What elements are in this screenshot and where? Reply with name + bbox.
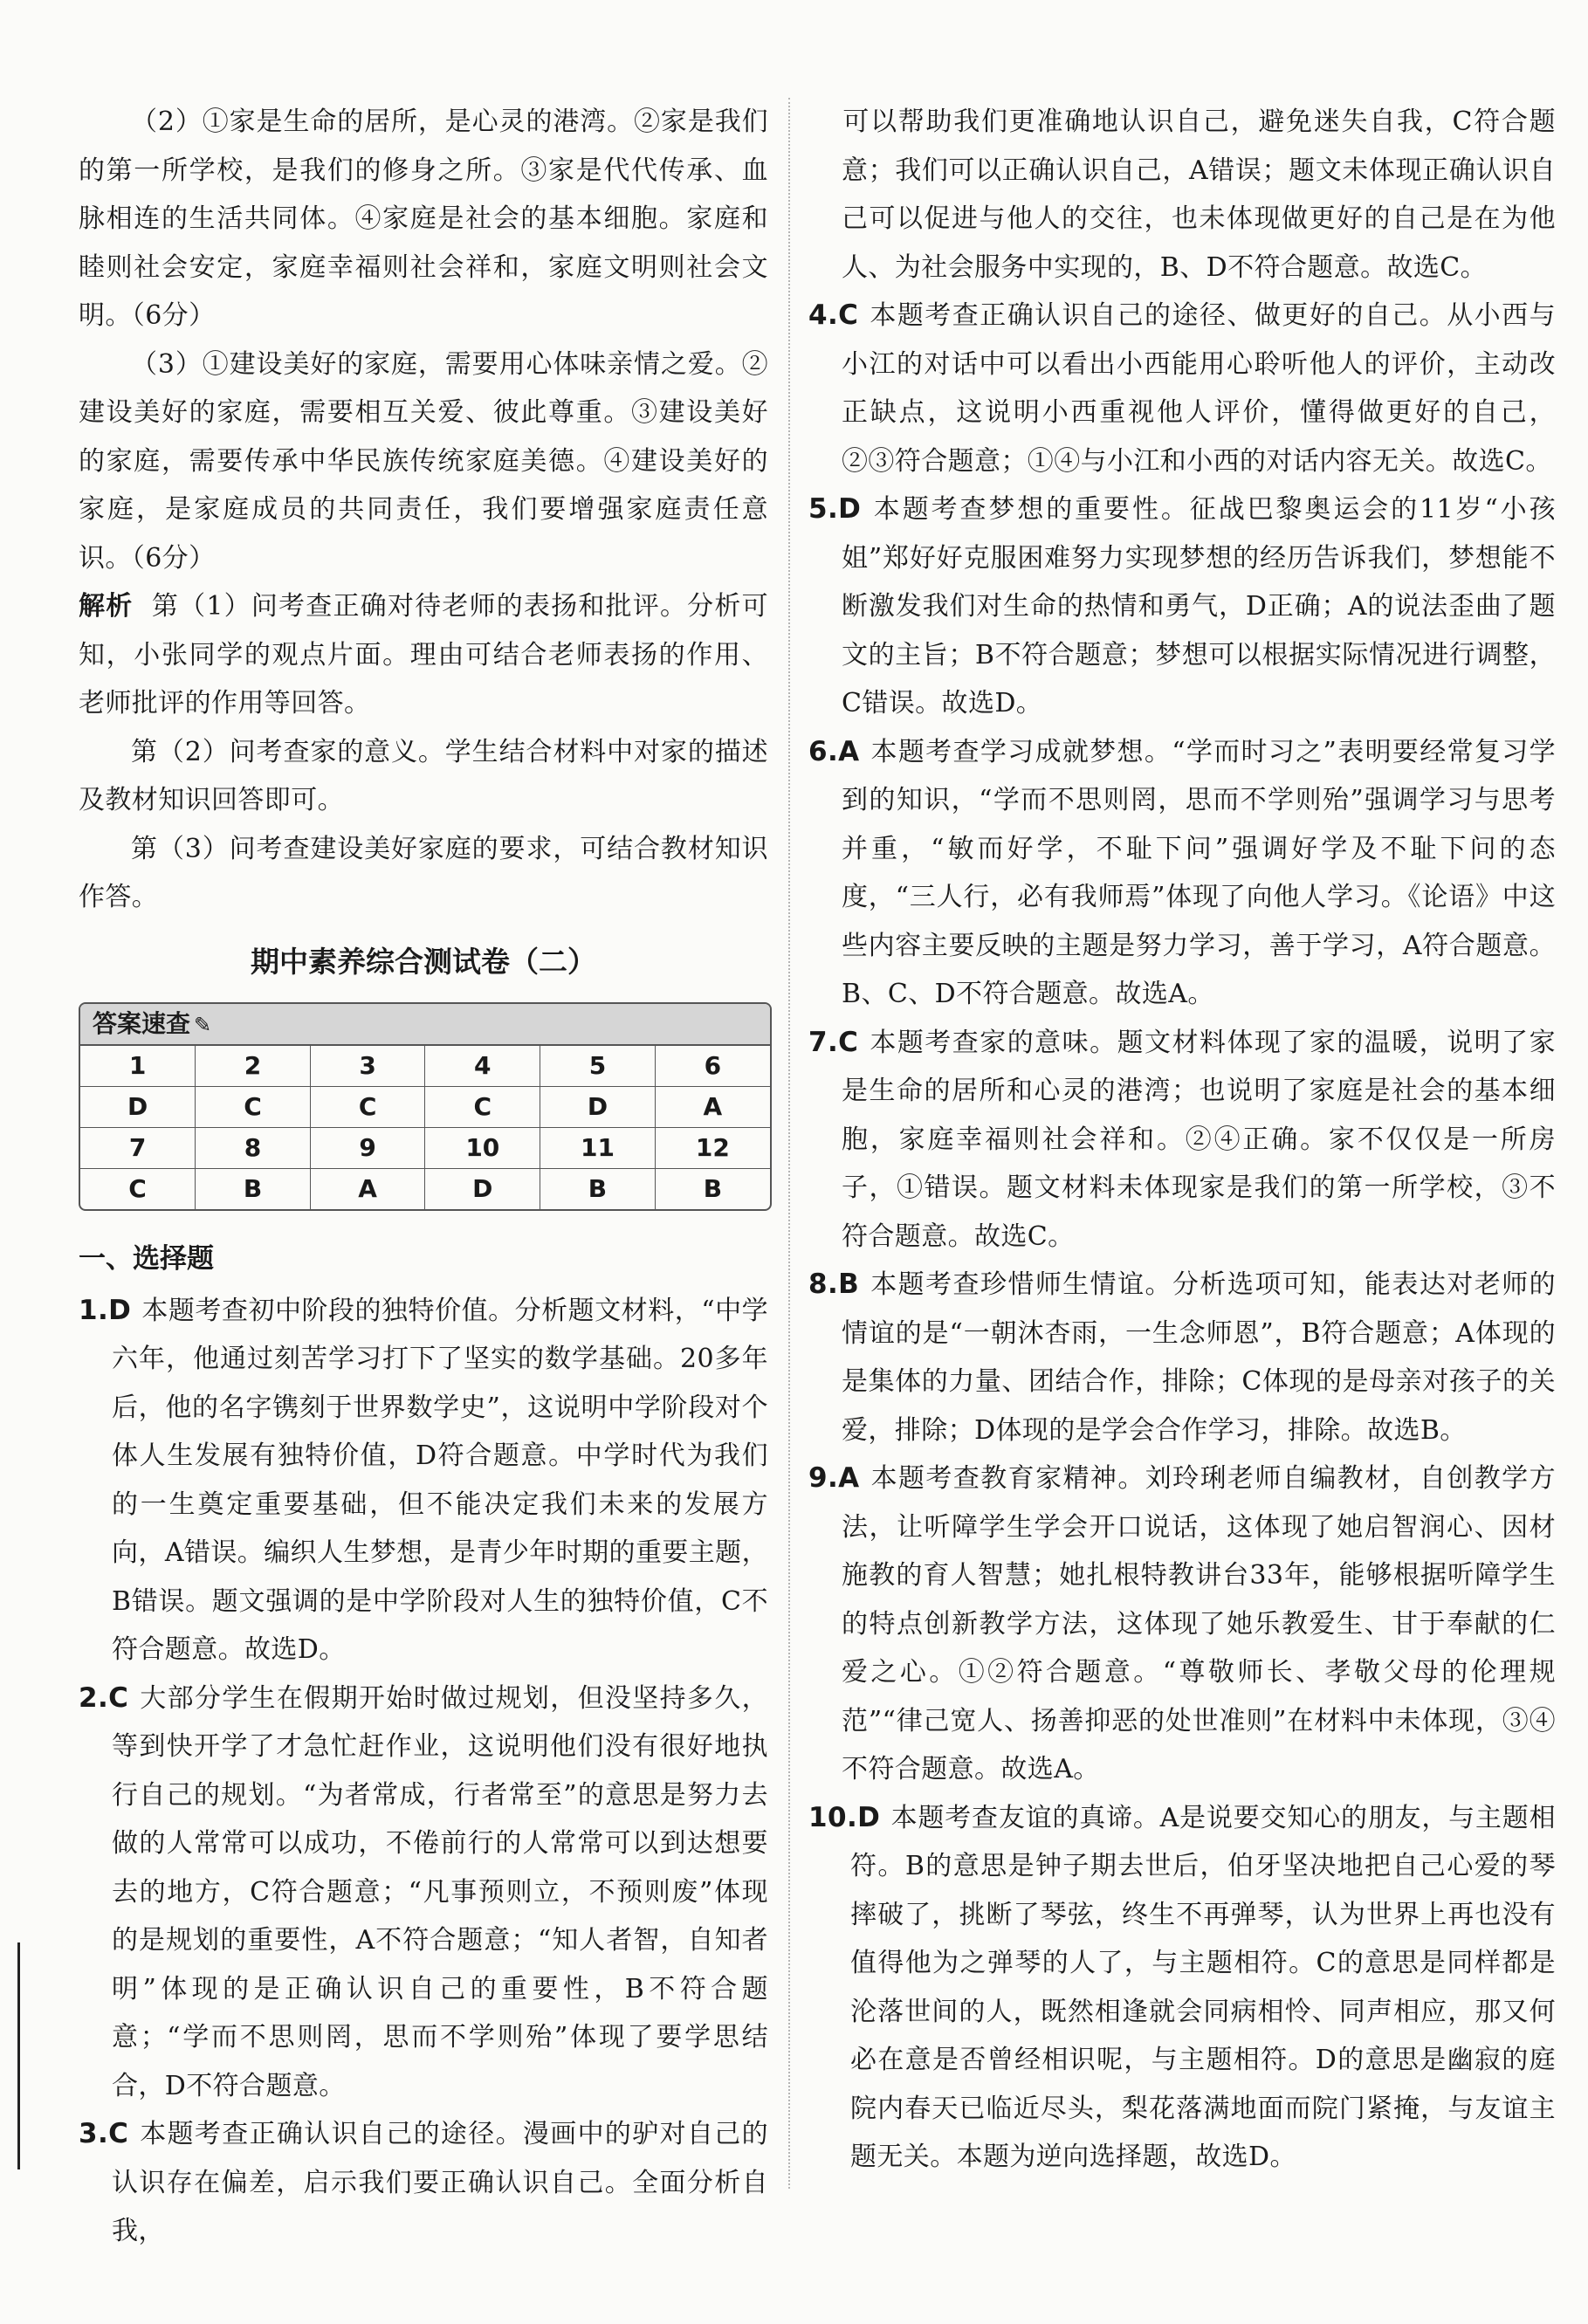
question-number: 1.D [79,1294,132,1326]
question-8 [808,1261,1556,1454]
table-cell: 12 [655,1127,770,1168]
question-number: 4.C [808,299,859,331]
binding-edge-mark [0,1942,20,2169]
question-text: 本题考查友谊的真谛。A是说要交知心的朋友，与主题相符。B的意思是钟子期去世后，伯牙坚决地把自己心爱的琴摔破了，挑断了琴弦，终生不再弹琴，认为世界上再也没有值得他为之弹琴的人了，与主题相符。C的意思是同样都是沦落世间的人，既然相逢就会同病相怜、同声相应，那又何必在意是否曾经相识呢，与主题相符。D的意思是幽寂的庭院内春天已临近尽头，梨花落满地面而院门紧掩，与友谊主题无关。本题为逆向选择题，故选D。 [850,1802,1556,2172]
table-cell: 8 [196,1127,311,1168]
question-text: 本题考查正确认识自己的途径。漫画中的驴对自己的认识存在偏差，启示我们要正确认识自己。全面分析自我， [112,2119,768,2246]
table-cell: B [655,1168,770,1209]
table-cell: C [425,1086,540,1127]
question-number: 2.C [79,1681,129,1714]
question-text: 大部分学生在假期开始时做过规划，但没坚持多久，等到快开学了才急忙赶作业，这说明他们没有很好地执行自己的规划。“为者常成，行者常至”的意思是努力去做的人常常可以成功，不倦前行的人常常可以到达想要去的地方，C符合题意；“凡事预则立，不预则废”体现的是规划的重要性，A不符合题意；“知人者智，自知者明”体现的是正确认识自己的重要性，B不符合题意；“学而不思则罔，思而不学则殆”体现了要学思结合，D不符合题意。 [112,1682,768,2101]
analysis-label: 解析 [79,591,134,622]
table-cell: A [655,1086,770,1127]
test-title: 期中素养综合测试卷（二） [251,944,596,979]
question-text: 本题考查初中阶段的独特价值。分析题文材料，“中学六年，他通过刻苦学习打下了坚实的数学基础。20多年后，他的名字镌刻于世界数学史”，这说明中学阶段对个体人生发展有独特价值，D符合题意。中学时代为我们的一生奠定重要基础，但不能决定我们未来的发展方向，A错误。编织人生梦想，是青少年时期的重要主题，B错误。题文强调的是中学阶段对人生的独特价值，C不符合题意。故选D。 [112,1295,768,1665]
table-row [80,1046,770,1087]
table-cell: 4 [425,1046,540,1087]
table-row [80,1086,770,1127]
section-title: 一、选择题 [79,1242,214,1275]
question-text: 本题考查正确认识自己的途径、做更好的自己。从小西与小江的对话中可以看出小西能用心聆听他人的评价，主动改正缺点，这说明小西重视他人评价，懂得做更好的自己，②③符合题意；①④与小江和小西的对话内容无关。故选C。 [842,300,1556,477]
pencil-icon: ✎ [194,1012,212,1037]
question-2 [79,1674,768,2111]
answer-key-header [80,1004,770,1046]
table-cell: 9 [310,1127,425,1168]
question-6 [808,728,1556,1019]
question-number: 3.C [79,2118,129,2149]
question-text: 本题考查梦想的重要性。征战巴黎奥运会的11岁“小孩姐”郑好好克服困难努力实现梦想的经历告诉我们，梦想能不断激发我们对生命的热情和勇气，D正确；A的说法歪曲了题文的主旨；B不符合题意；梦想可以根据实际情况进行调整，C错误。故选D。 [842,494,1556,719]
question-4 [808,292,1556,485]
table-cell: B [540,1168,656,1209]
question-text: 本题考查学习成就梦想。“学而时习之”表明要经常复习学到的知识，“学而不思则罔，思而不学则殆”强调学习与思考并重，“敏而好学，不耻下问”强调好学及不耻下问的态度，“三人行，必有我师焉”体现了向他人学习。《论语》中这些内容主要反映的主题是努力学习，善于学习，A符合题意。B、C、D不符合题意。故选A。 [842,736,1556,1009]
question-number: 10.D [808,1801,881,1833]
answer-paragraph-2: （2）①家是生命的居所，是心灵的港湾。②家是我们的第一所学校，是我们的修身之所。③家是代代传承、血脉相连的生活共同体。④家庭是社会的基本细胞。家庭和睦则社会安定，家庭幸福则社会祥和，家庭文明则社会文明。（6分） [79,107,768,331]
question-text: 本题考查家的意味。题文材料体现了家的温暖，说明了家是生命的居所和心灵的港湾；也说明了家庭是社会的基本细胞，家庭幸福则社会祥和。②④正确。家不仅仅是一所房子，①错误。题文材料未体现家是我们的第一所学校，③不符合题意。故选C。 [842,1027,1556,1252]
table-row [80,1168,770,1209]
answer-grid [80,1046,770,1209]
analysis-paragraph-1 [79,582,768,728]
question-10 [808,1794,1556,2182]
question-number: 5.D [808,493,862,525]
question-5 [808,485,1556,728]
table-cell: 5 [540,1046,656,1087]
left-column [79,98,768,2256]
table-cell: 7 [80,1127,196,1168]
table-cell: C [310,1086,425,1127]
question-text: 本题考查珍惜师生情谊。分析选项可知，能表达对老师的情谊的是“一朝沐杏雨，一生念师恩”，B符合题意；A体现的是集体的力量、团结合作，排除；C体现的是母亲对孩子的关爱，排除；D体现的是学会合作学习，排除。故选B。 [842,1269,1556,1446]
question-number: 9.A [808,1462,860,1494]
table-cell: 1 [80,1046,196,1087]
table-cell: A [310,1168,425,1209]
question-text: 本题考查教育家精神。刘玲琍老师自编教材，自创教学方法，让听障学生学会开口说话，这体现了她启智润心、因材施教的育人智慧；她扎根特教讲台33年，能够根据听障学生的特点创新教学方法，这体现了她乐教爱生、甘于奉献的仁爱之心。①②符合题意。“尊敬师长、孝敬父母的伦理规范”“律己宽人、扬善抑恶的处世准则”在材料中未体现，③④不符合题意。故选A。 [842,1463,1556,1784]
table-cell: 11 [540,1127,656,1168]
question-7 [808,1019,1556,1262]
question-text: 可以帮助我们更准确地认识自己，避免迷失自我，C符合题意；我们可以正确认识自己，A错误；题文未体现正确认识自己可以促进与他人的交往，也未体现做更好的自己是在为他人、为社会服务中实现的，B、D不符合题意。故选C。 [842,107,1556,283]
table-cell: C [196,1086,311,1127]
question-3-continued [808,98,1556,292]
analysis-paragraph-2: 第（2）问考查家的意义。学生结合材料中对家的描述及教材知识回答即可。 [79,736,768,815]
analysis-paragraph-3: 第（3）问考查建设美好家庭的要求，可结合教材知识作答。 [79,833,768,912]
question-number: 8.B [808,1269,860,1300]
right-column [808,98,1556,2182]
table-cell: 2 [196,1046,311,1087]
table-cell: D [80,1086,196,1127]
question-3 [79,2110,768,2256]
table-cell: D [540,1086,656,1127]
column-divider [788,98,790,2189]
table-row [80,1127,770,1168]
table-cell: C [80,1168,196,1209]
analysis-text-1: 第（1）问考查正确对待老师的表扬和批评。分析可知，小张同学的观点片面。理由可结合老师表扬的作用、老师批评的作用等回答。 [79,591,768,719]
answer-key-header-text: 答案速查 [93,1008,191,1038]
table-cell: B [196,1168,311,1209]
table-cell: D [425,1168,540,1209]
table-cell: 3 [310,1046,425,1087]
answer-paragraph-3: （3）①建设美好的家庭，需要用心体味亲情之爱。②建设美好的家庭，需要相互关爱、彼此尊重。③建设美好的家庭，需要传承中华民族传统家庭美德。④建设美好的家庭，是家庭成员的共同责任，我们要增强家庭责任意识。（6分） [79,348,768,574]
table-cell: 6 [655,1046,770,1087]
question-number: 6.A [808,735,860,767]
answer-key-table [79,1002,772,1211]
question-number: 7.C [808,1026,859,1058]
question-1 [79,1287,768,1674]
table-cell: 10 [425,1127,540,1168]
question-9 [808,1454,1556,1794]
